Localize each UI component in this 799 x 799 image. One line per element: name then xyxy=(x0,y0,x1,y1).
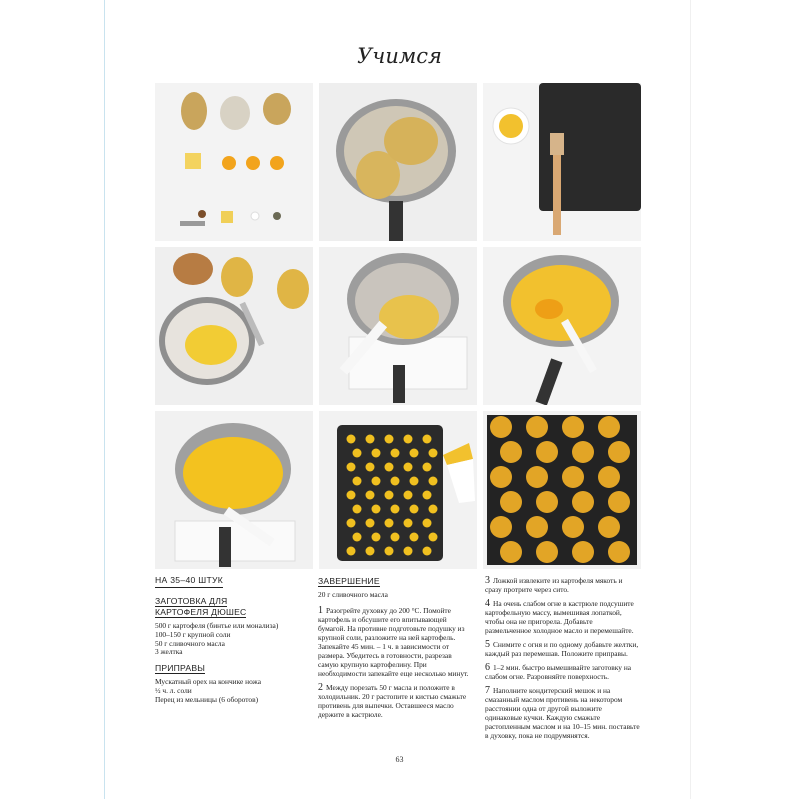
step-text: Между порезать 50 г масла и положите в холодильник. 20 г растопите и кистью смажьте противень для выпечки. Оставшееся масло держите в кастрюле. xyxy=(318,682,467,719)
piped-rosette xyxy=(372,505,381,514)
step-7 xyxy=(485,686,640,740)
baked-duchess-potato xyxy=(572,491,594,513)
baked-duchess-potato xyxy=(490,416,512,438)
piped-rosette xyxy=(347,547,356,556)
base-heading xyxy=(155,596,310,618)
step-number: 7 xyxy=(485,685,490,696)
piped-rosette xyxy=(385,491,394,500)
piped-rosette xyxy=(347,519,356,528)
photo-grid xyxy=(155,83,641,569)
photo-potatoes-in-salt xyxy=(319,83,477,241)
baked-duchess-potato xyxy=(500,441,522,463)
step-text: На очень слабом огне в кастрюле подсушите картофельную массу, вымешивая лопаткой, чтобы она не пригорела. Добавьте размельченное холодное масло и перемешайте. xyxy=(485,599,634,635)
step-3 xyxy=(485,576,640,594)
step-number: 6 xyxy=(485,662,490,673)
baked-duchess-potato xyxy=(562,516,584,538)
spices-list xyxy=(155,678,310,704)
piped-rosette xyxy=(353,477,362,486)
ingredient-item: 100–150 г крупной соли xyxy=(155,629,231,639)
piped-rosette xyxy=(372,533,381,542)
baked-duchess-potato xyxy=(536,541,558,563)
piped-rosette xyxy=(423,547,432,556)
spice-item: ½ ч. л. соли xyxy=(155,685,192,695)
piped-rosette xyxy=(404,463,413,472)
piped-rosette xyxy=(410,449,419,458)
piped-rosette xyxy=(385,435,394,444)
step-6 xyxy=(485,663,640,681)
baked-duchess-potato xyxy=(608,441,630,463)
finish-heading xyxy=(318,576,473,587)
piped-rosette xyxy=(366,547,375,556)
spices-heading xyxy=(155,663,310,674)
piped-rosette xyxy=(429,449,438,458)
page-edge-line xyxy=(104,0,105,799)
baked-duchess-potato xyxy=(500,491,522,513)
base-ingredients xyxy=(155,622,310,657)
piped-rosette xyxy=(429,533,438,542)
step-text: 1–2 мин. быстро вымешивайте заготовку на слабом огне. Разровняйте поверхность. xyxy=(485,663,632,681)
baked-duchess-potato xyxy=(536,441,558,463)
baked-duchess-potato xyxy=(608,541,630,563)
baked-duchess-potato xyxy=(562,416,584,438)
piped-rosette xyxy=(347,491,356,500)
baked-duchess-potato xyxy=(490,516,512,538)
photo-ingredients xyxy=(155,83,313,241)
step-text: Снимите с огня и по одному добавьте желтки, каждый раз перемешав. Положите приправы. xyxy=(485,640,639,658)
piped-rosette xyxy=(410,477,419,486)
recipe-column-1 xyxy=(155,576,310,711)
piped-rosette xyxy=(366,491,375,500)
step-number: 2 xyxy=(318,681,323,693)
piped-rosette xyxy=(372,449,381,458)
piped-rosette xyxy=(404,547,413,556)
photo-piped-tray xyxy=(319,411,477,569)
piped-rosette xyxy=(366,435,375,444)
step-number: 1 xyxy=(318,604,323,616)
baked-duchess-potato xyxy=(536,491,558,513)
piped-rosette xyxy=(429,477,438,486)
piped-rosette xyxy=(366,519,375,528)
spices-heading-text: ПРИПРАВЫ xyxy=(155,663,206,674)
piped-rosette xyxy=(404,435,413,444)
spice-item: Перец из мельницы (6 оборотов) xyxy=(155,694,259,704)
baked-duchess-potato xyxy=(598,416,620,438)
piped-rosette xyxy=(423,435,432,444)
piped-rosette xyxy=(353,505,362,514)
piped-rosette xyxy=(347,463,356,472)
baked-duchess-potato xyxy=(572,441,594,463)
piped-rosette xyxy=(391,533,400,542)
piped-rosette xyxy=(353,449,362,458)
ingredient-item: 50 г сливочного масла xyxy=(155,638,225,648)
baked-duchess-potato xyxy=(562,466,584,488)
step-4 xyxy=(485,599,640,635)
yield-heading: НА 35–40 ШТУК xyxy=(155,576,223,588)
baked-duchess-potato xyxy=(608,491,630,513)
page-number: 63 xyxy=(395,755,404,764)
base-heading-line2: КАРТОФЕЛЯ ДЮШЕС xyxy=(155,607,247,617)
step-2 xyxy=(318,683,473,719)
page-edge-line-right xyxy=(690,0,691,799)
step-text: Ложкой извлеките из картофеля мякоть и сразу протрите через сито. xyxy=(485,576,623,594)
photo-pan-spatula xyxy=(319,247,477,405)
baked-duchess-potato xyxy=(490,466,512,488)
page-title: Учимся xyxy=(357,44,442,68)
piped-rosette xyxy=(423,519,432,528)
step-number: 3 xyxy=(485,575,490,586)
recipe-column-2 xyxy=(318,576,473,724)
step-number: 5 xyxy=(485,639,490,650)
step-text: Наполните кондитерский мешок и на смазанный маслом противень на некотором расстоянии одна от другой выложите одинаковые кучки. Каждую смажьте растопленным маслом и на 10–15 мин. поставьте в духовку, пока не подрумянятся. xyxy=(485,686,640,740)
ingredient-item: 500 г картофеля (бинтье или монализа) xyxy=(155,621,279,630)
piped-rosette xyxy=(353,533,362,542)
piped-rosette xyxy=(410,533,419,542)
ingredient-item: 3 желтка xyxy=(155,647,183,657)
photo-yolk-mix xyxy=(483,247,641,405)
baked-duchess-potato xyxy=(526,416,548,438)
baked-duchess-potato xyxy=(572,541,594,563)
piped-rosette xyxy=(366,463,375,472)
piped-rosette xyxy=(404,519,413,528)
piped-rosette xyxy=(385,463,394,472)
baked-duchess-potato xyxy=(598,516,620,538)
piped-rosette xyxy=(391,449,400,458)
piped-rosette xyxy=(429,505,438,514)
step-text: Разогрейте духовку до 200 °С. Помойте картофель и обсушите его впитывающей бумагой. На противне подготовьте подушку из крупной соли, разложите на ней картофель. Запекайте 45 мин. – 1 ч. в зависимости от размера. Убедитесь в готовности, разрезав самую крупную картофелину. При необходимости запекайте еще несколько минут. xyxy=(318,605,469,678)
piped-rosette xyxy=(385,519,394,528)
baked-duchess-potato xyxy=(526,466,548,488)
photo-yellow-puree xyxy=(155,411,313,569)
piped-rosette xyxy=(391,477,400,486)
photo-baked-duchess xyxy=(483,411,641,569)
piped-rosette xyxy=(347,435,356,444)
piped-rosette xyxy=(404,491,413,500)
step-1 xyxy=(318,606,473,678)
recipe-column-3 xyxy=(485,576,640,745)
step-number: 4 xyxy=(485,598,490,609)
piped-rosette xyxy=(372,477,381,486)
piped-rosette xyxy=(423,491,432,500)
step-5 xyxy=(485,640,640,658)
piped-rosette xyxy=(410,505,419,514)
spice-item: Мускатный орех на кончике ножа xyxy=(155,677,262,687)
piped-rosette xyxy=(385,547,394,556)
baked-duchess-potato xyxy=(500,541,522,563)
photo-butter-brush-tray xyxy=(483,83,641,241)
piped-rosette xyxy=(423,463,432,472)
finish-heading-text: ЗАВЕРШЕНИЕ xyxy=(318,576,380,586)
piped-rosette xyxy=(391,505,400,514)
baked-duchess-potato xyxy=(526,516,548,538)
photo-sieve-puree xyxy=(155,247,313,405)
base-heading-line1: ЗАГОТОВКА ДЛЯ xyxy=(155,596,228,606)
baked-duchess-potato xyxy=(598,466,620,488)
finish-ingredient: 20 г сливочного масла xyxy=(318,590,388,599)
